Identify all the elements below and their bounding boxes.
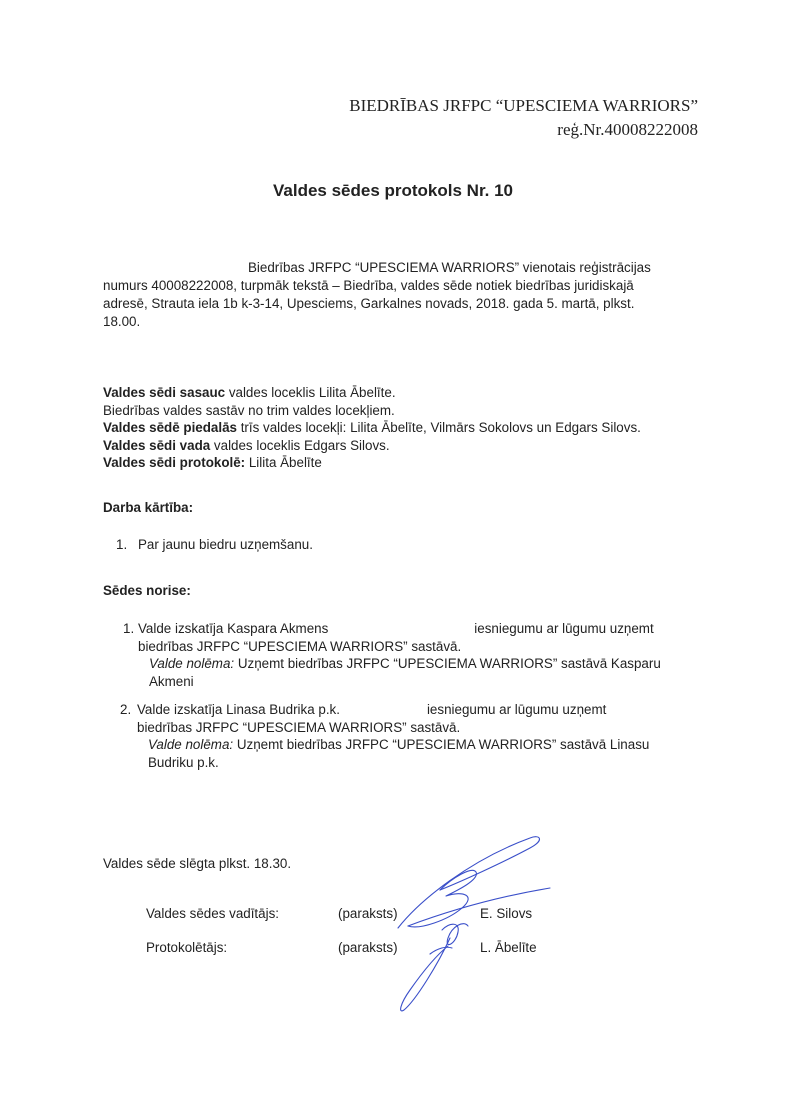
agenda-title: Darba kārtība: <box>103 500 194 515</box>
minutes-item: 1. Valde izskatīja Kaspara Akmens iesniegumu ar lūgumu uzņemt biedrības JRFPC “UPESCIEMA WARRIORS” sastāvā. Valde nolēma: Uzņemt biedrības JRFPC “UPESCIEMA WARRIORS” sastāvā Kasparu Akmeni <box>123 621 661 689</box>
intro-line-4: 18.00. <box>103 314 141 329</box>
signature-mark: (paraksts) <box>338 940 398 955</box>
signatory-name: E. Silovs <box>480 906 533 921</box>
signatory-name: L. Ābelīte <box>480 940 537 955</box>
chair-line: Valdes sēdi vada valdes loceklis Edgars Silovs. <box>103 437 390 453</box>
agenda-item <box>116 537 313 552</box>
minutes-item: 2. Valde izskatīja Linasa Budrika p.k. iesniegumu ar lūgumu uzņemt biedrības JRFPC “UPESCIEMA WARRIORS” sastāvā. Valde nolēma: Uzņemt biedrības JRFPC “UPESCIEMA WARRIORS” sastāvā Linasu Budriku p.k. <box>120 702 650 770</box>
convened-line: Valdes sēdi sasauc valdes loceklis Lilita Ābelīte. <box>103 385 396 400</box>
intro-line-2: numurs 40008222008, turpmāk tekstā – Biedrība, valdes sēde notiek biedrības juridiskajā <box>103 278 634 293</box>
document-title: Valdes sēdes protokols Nr. 10 <box>272 181 513 200</box>
minutes-taker-line: Valdes sēdi protokolē: Lilita Ābelīte <box>103 455 322 470</box>
meeting-details <box>103 384 641 472</box>
signature-role: Protokolētājs: <box>146 940 228 955</box>
handwritten-signature <box>380 830 560 1020</box>
board-composition-line: Biedrības valdes sastāv no trim valdes locekļiem. <box>103 402 395 418</box>
signature-role: Valdes sēdes vadītājs: <box>146 906 279 921</box>
registration-number: reģ.Nr.40008222008 <box>557 120 698 139</box>
agenda-item-text: Par jaunu biedru uzņemšanu. <box>138 537 313 552</box>
agenda-item-number: 1. <box>116 537 128 552</box>
closing-statement: Valdes sēde slēgta plkst. 18.30. <box>103 856 292 871</box>
attendance-line: Valdes sēdē piedalās trīs valdes locekļi: Lilita Ābelīte, Vilmārs Sokolovs un Edgars Silovs. <box>103 420 641 435</box>
intro-line-3: adresē, Strauta iela 1b k-3-14, Upesciems, Garkalnes novads, 2018. gada 5. martā, plkst. <box>103 296 635 311</box>
organization-header <box>349 94 698 142</box>
signature-mark: (paraksts) <box>338 906 398 921</box>
organization-name: BIEDRĪBAS JRFPC “UPESCIEMA WARRIORS” <box>349 96 698 115</box>
intro-line-1: Biedrības JRFPC “UPESCIEMA WARRIORS” vienotais reģistrācijas <box>248 260 651 275</box>
intro-paragraph <box>103 259 699 331</box>
minutes-title: Sēdes norise: <box>103 583 191 598</box>
